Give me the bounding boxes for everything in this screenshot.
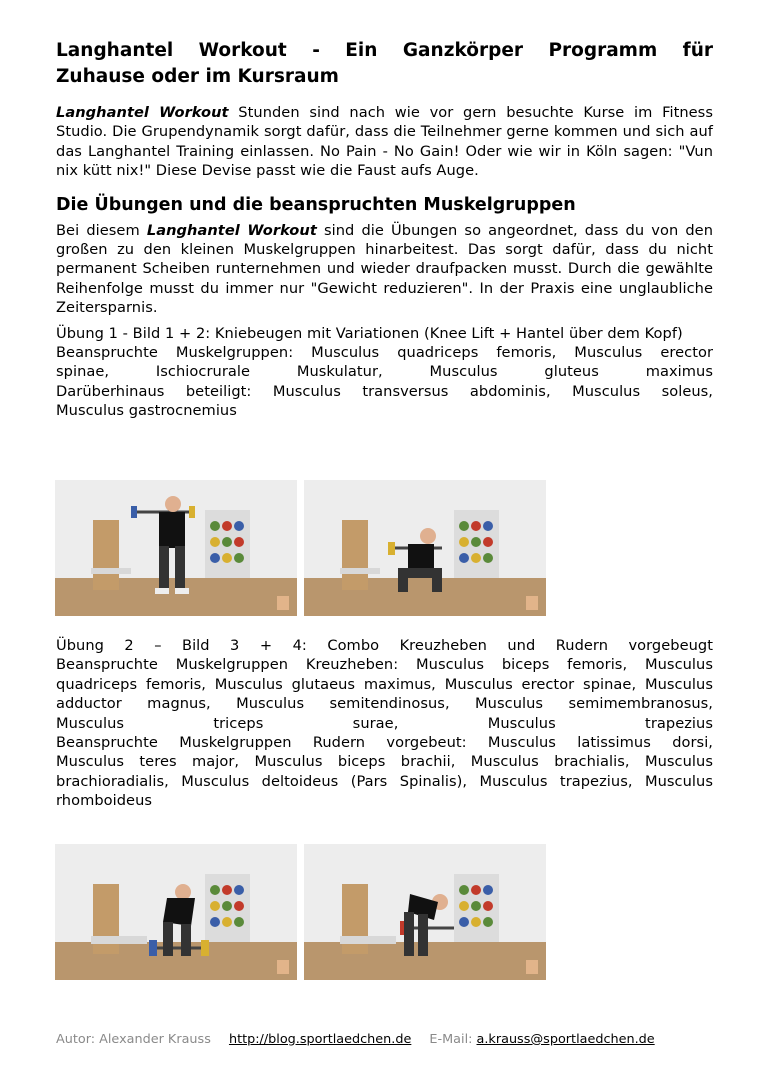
exercise-1-block — [56, 324, 713, 421]
photo-squat-low — [304, 480, 546, 616]
exercise-2-line-9: rhomboideus — [56, 792, 153, 810]
document-page — [56, 38, 713, 421]
section-para-pre: Bei diesem — [56, 221, 147, 239]
exercise-2-block — [56, 636, 713, 811]
page-title — [56, 38, 713, 90]
photo-squat-standing — [55, 480, 297, 616]
section-paragraph — [56, 221, 713, 318]
title-line-2: Zuhause oder im Kursraum — [56, 66, 339, 87]
footer-author: Autor: Alexander Krauss — [56, 1032, 211, 1047]
photo-bent-over-row — [304, 844, 546, 980]
footer-email-link[interactable]: a.krauss@sportlaedchen.de — [476, 1032, 655, 1047]
section-heading: Die Übungen und die beanspruchten Muskelgruppen — [56, 194, 576, 215]
exercise-2-line-2: Beanspruchte Muskelgruppen Kreuzheben: Musculus biceps femoris, Musculus — [56, 656, 713, 674]
exercise-2-container — [56, 636, 713, 811]
exercise-1-muscles-line-2: spinae, Ischiocrurale Muskulatur, Musculus gluteus maximus — [56, 363, 713, 381]
exercise-2-title: Übung 2 – Bild 3 + 4: Combo Kreuzheben und Rudern vorgebeugt — [56, 637, 713, 654]
exercise-1-title: Übung 1 - Bild 1 + 2: Kniebeugen mit Variationen (Knee Lift + Hantel über dem Kopf) — [56, 324, 683, 342]
section-para-post: sind die Übungen so angeordnet, dass du von den großen zu den kleinen Muskelgruppen hinarbeitest. Das sorgt dafür, dass du nicht permanent Scheiben runternehmen und wieder draufpacken musst. Durch die gewählte Reihenfolge musst du immer nur "Gewicht reduzieren". In der Praxis eine unglaubliche Zeitersparnis. — [56, 221, 713, 317]
exercise-1-muscles-line-1: Beanspruchte Muskelgruppen: Musculus quadriceps femoris, Musculus erector — [56, 344, 713, 362]
intro-paragraph — [56, 103, 713, 181]
exercise-2-line-6: Beanspruchte Muskelgruppen Rudern vorgebeut: Musculus latissimus dorsi, — [56, 734, 713, 752]
intro-text: Stunden sind nach wie vor gern besuchte Kurse im Fitness Studio. Die Grupendynamik sorgt dafür, dass die Teilnehmer gerne kommen und sich auf das Langhantel Training einlassen. No Pain - No Gain! Oder wie wir in Köln sagen: "Vun nix kütt nix!" Diese Devise passt wie die Faust aufs Auge. — [56, 104, 713, 180]
exercise-2-line-5: Musculus triceps surae, Musculus trapezius — [56, 714, 713, 732]
footer-blog-link[interactable]: http://blog.sportlaedchen.de — [228, 1032, 412, 1047]
exercise-2-line-3: quadriceps femoris, Musculus glutaeus maximus, Musculus erector spinae, Musculus — [56, 675, 713, 693]
page-footer — [56, 1032, 713, 1047]
footer-email-label: E-Mail: — [429, 1032, 473, 1047]
title-line-1: Langhantel Workout - Ein Ganzkörper Programm für — [56, 40, 713, 61]
intro-lead: Langhantel Workout — [56, 104, 229, 121]
exercise-2-line-8: brachioradialis, Musculus deltoideus (Pars Spinalis), Musculus trapezius, Musculus — [56, 772, 713, 790]
exercise-2-line-4: adductor magnus, Musculus semitendinosus, Musculus semimembranosus, — [56, 695, 713, 713]
exercise-2-line-7: Musculus teres major, Musculus biceps brachii, Musculus brachialis, Musculus — [56, 753, 713, 771]
photo-deadlift — [55, 844, 297, 980]
exercise-1-muscles-line-4: Musculus gastrocnemius — [56, 402, 237, 420]
section-para-bold: Langhantel Workout — [146, 221, 317, 239]
exercise-1-muscles-line-3: Darüberhinaus beteiligt: Musculus transversus abdominis, Musculus soleus, — [56, 382, 713, 400]
